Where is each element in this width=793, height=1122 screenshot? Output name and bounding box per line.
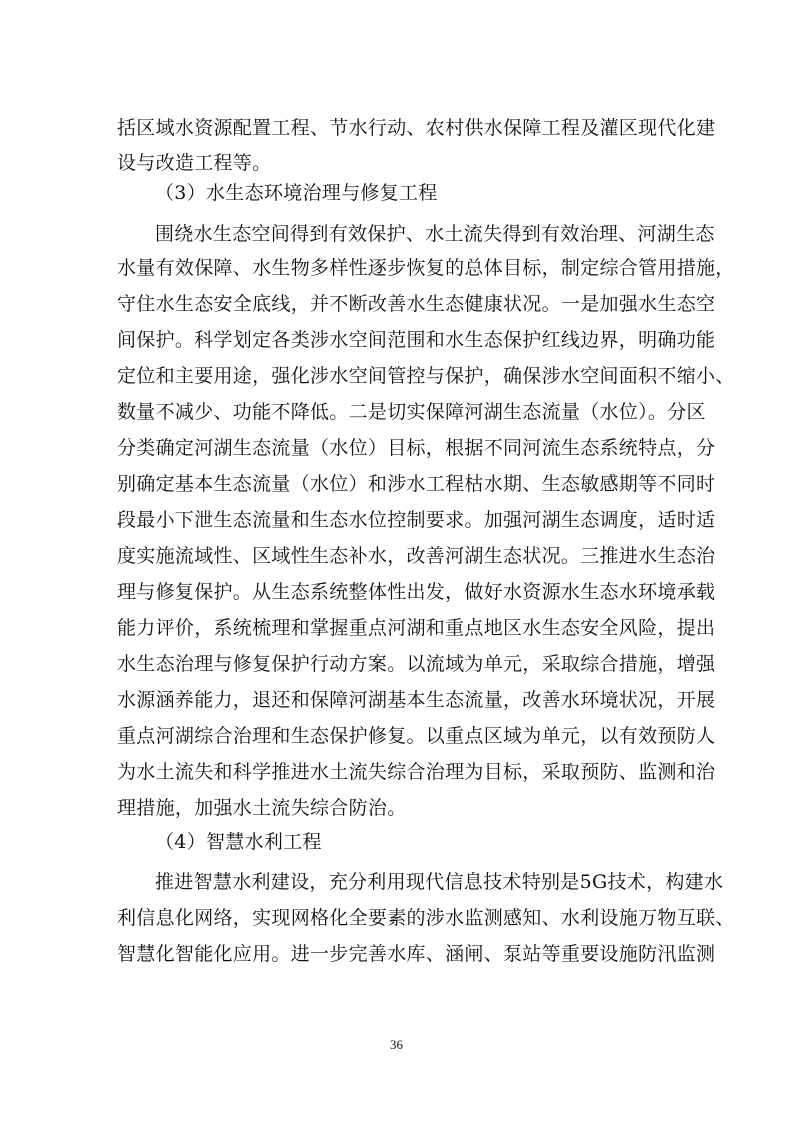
section-3-line-14: 水源涵养能力，退还和保障河湖基本生态流量，改善水环境状况，开展 (117, 689, 716, 711)
section-3-line-13: 水生态治理与修复保护行动方案。以流域为单元，采取综合措施，增强 (117, 653, 716, 675)
section-3-line-4: 间保护。科学划定各类涉水空间范围和水生态保护红线边界，明确功能 (117, 329, 716, 351)
intro-line-2: 设与改造工程等。 (117, 152, 272, 174)
section-3-line-15: 重点河湖综合治理和生态保护修复。以重点区域为单元，以有效预防人 (117, 725, 716, 747)
section-3-line-7: 分类确定河湖生态流量（水位）目标，根据不同河流生态系统特点，分 (117, 437, 716, 459)
section-3-line-17: 理措施，加强水土流失综合防治。 (117, 797, 407, 819)
section-3-line-10: 度实施流域性、区域性生态补水，改善河湖生态状况。三推进水生态治 (117, 545, 716, 567)
section-3-line-12: 能力评价，系统梳理和掌握重点河湖和重点地区水生态安全风险，提出 (117, 617, 716, 639)
section-4-line-1: 推进智慧水利建设，充分利用现代信息技术特别是5G技术，构建水 (155, 871, 724, 893)
section-3-line-8: 别确定基本生态流量（水位）和涉水工程枯水期、生态敏感期等不同时 (117, 473, 716, 495)
section-4-line-3: 智慧化智能化应用。进一步完善水库、涵闸、泵站等重要设施防汛监测 (117, 943, 716, 965)
section-3-line-6: 数量不减少、功能不降低。二是切实保障河湖生态流量（水位）。分区 (117, 401, 706, 423)
section-3-line-3: 守住水生态安全底线，并不断改善水生态健康状况。一是加强水生态空 (117, 293, 716, 315)
section-3-line-5: 定位和主要用途，强化涉水空间管控与保护，确保涉水空间面积不缩小、 (117, 365, 735, 387)
section-4-heading: （4）智慧水利工程 (155, 831, 322, 853)
section-3-line-11: 理与修复保护。从生态系统整体性出发，做好水资源水生态水环境承载 (117, 581, 716, 603)
section-3-line-9: 段最小下泄生态流量和生态水位控制要求。加强河湖生态调度，适时适 (117, 509, 716, 531)
section-3-line-2: 水量有效保障、水生物多样性逐步恢复的总体目标，制定综合管用措施， (117, 257, 735, 279)
section-4-line-2: 利信息化网络，实现网格化全要素的涉水监测感知、水利设施万物互联、 (117, 907, 735, 929)
section-3-heading: （3）水生态环境治理与修复工程 (155, 182, 438, 204)
section-3-line-1: 围绕水生态空间得到有效保护、水土流失得到有效治理、河湖生态 (155, 223, 715, 245)
section-3-line-16: 为水土流失和科学推进水土流失综合治理为目标，采取预防、监测和治 (117, 761, 716, 783)
intro-line-1: 括区域水资源配置工程、节水行动、农村供水保障工程及灌区现代化建 (117, 117, 716, 139)
page-number: 36 (390, 1037, 403, 1052)
